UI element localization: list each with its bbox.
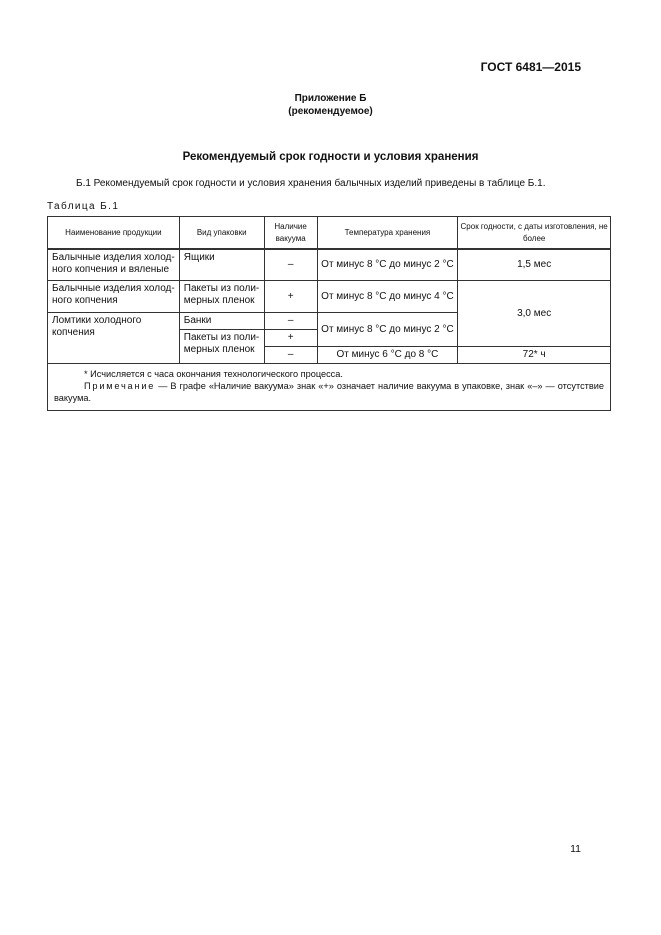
cell-temperature: От минус 8 °С до минус 2 °С <box>317 249 458 280</box>
note <box>54 380 604 404</box>
header-temperature: Температура хранения <box>317 217 458 250</box>
cell-vacuum: + <box>264 280 317 312</box>
document-title: Рекомендуемый срок годности и условия хранения <box>182 151 479 163</box>
cell-packaging: Пакеты из поли-мерных пленок <box>179 329 264 363</box>
table-row <box>48 249 611 280</box>
shelf-life-table <box>47 216 611 411</box>
table-notes <box>48 363 611 410</box>
cell-temperature: От минус 6 °С до 8 °С <box>317 346 458 363</box>
cell-vacuum: + <box>264 329 317 346</box>
cell-vacuum: – <box>264 249 317 280</box>
header-packaging: Вид упаковки <box>179 217 264 250</box>
cell-packaging: Ящики <box>179 249 264 280</box>
header-shelf-life: Срок годности, с даты изготовления, не более <box>458 217 611 250</box>
table-footer-row <box>48 363 611 410</box>
page-number: 11 <box>570 843 581 855</box>
table-caption: Таблица Б.1 <box>47 201 120 212</box>
cell-product: Ломтики холодного копчения <box>48 312 180 363</box>
cell-shelf-life: 72* ч <box>458 346 611 363</box>
cell-shelf-life: 1,5 мес <box>458 249 611 280</box>
cell-temperature: От минус 8 °С до минус 2 °С <box>317 312 458 346</box>
cell-product: Балычные изделия холод-ного копчения и вяленые <box>48 249 180 280</box>
appendix-heading <box>0 92 661 118</box>
standard-code: ГОСТ 6481—2015 <box>480 60 581 74</box>
cell-temperature: От минус 8 °С до минус 4 °С <box>317 280 458 312</box>
table-header-row <box>48 217 611 250</box>
cell-packaging: Пакеты из поли-мерных пленок <box>179 280 264 312</box>
table-row <box>48 280 611 312</box>
header-product: Наименование продукции <box>48 217 180 250</box>
header-vacuum: Наличие вакуума <box>264 217 317 250</box>
cell-product: Балычные изделия холод-ного копчения <box>48 280 180 312</box>
note-text: — В графе «Наличие вакуума» знак «+» означает наличие вакуума в упаковке, знак «–» — отсутствие вакуума. <box>54 380 604 403</box>
note-label: Примечание <box>84 380 156 391</box>
cell-vacuum: – <box>264 346 317 363</box>
cell-shelf-life: 3,0 мес <box>458 280 611 346</box>
appendix-title: Приложение Б <box>294 93 367 104</box>
intro-paragraph: Б.1 Рекомендуемый срок годности и условия хранения балычных изделий приведены в таблице Б.1. <box>76 178 546 189</box>
cell-vacuum: – <box>264 312 317 329</box>
footnote: * Исчисляется с часа окончания технологического процесса. <box>84 368 343 379</box>
cell-packaging: Банки <box>179 312 264 329</box>
appendix-subtitle: (рекомендуемое) <box>288 106 373 117</box>
